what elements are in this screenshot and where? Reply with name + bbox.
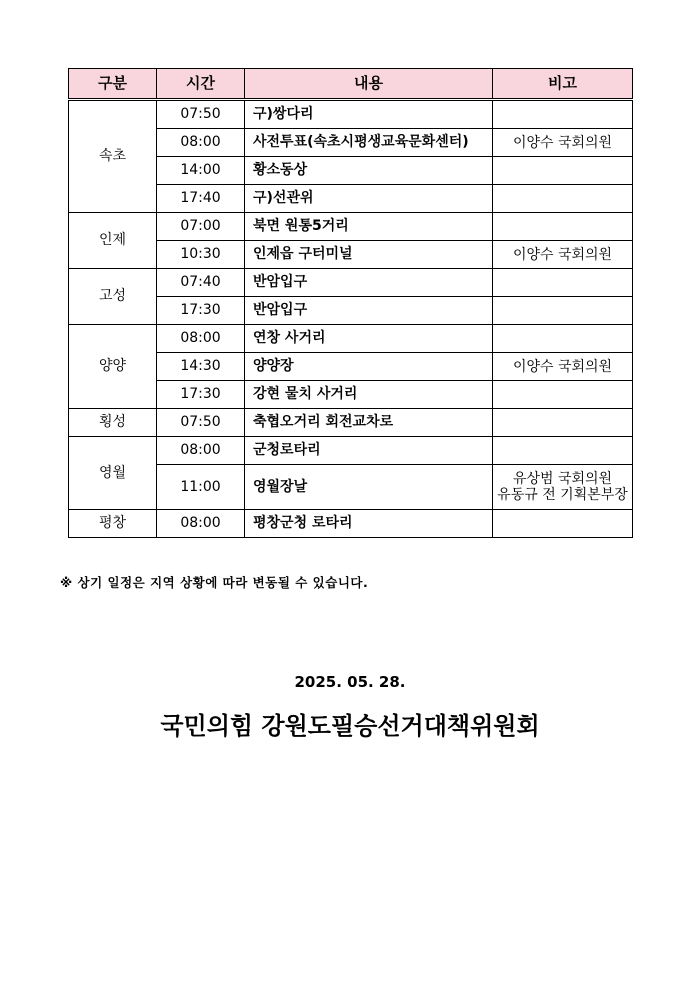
content-cell: 강현 물치 사거리 <box>245 381 493 409</box>
note-cell <box>493 465 633 510</box>
note-line: 이양수 국회의원 <box>512 134 613 151</box>
document-date: 2025. 05. 28. <box>294 673 406 691</box>
note-cell <box>493 157 633 185</box>
time-cell: 17:30 <box>157 381 245 409</box>
time-cell: 07:00 <box>157 213 245 241</box>
table-row <box>69 269 633 297</box>
region-cell: 속초 <box>69 100 157 213</box>
note-cell <box>493 325 633 353</box>
time-cell: 10:30 <box>157 241 245 269</box>
time-cell: 08:00 <box>157 510 245 538</box>
note-cell <box>493 269 633 297</box>
time-cell: 08:00 <box>157 325 245 353</box>
time-cell: 14:30 <box>157 353 245 381</box>
schedule-body <box>69 100 633 538</box>
note-line: 이양수 국회의원 <box>512 358 613 375</box>
note-cell <box>493 353 633 381</box>
content-cell: 군청로타리 <box>245 437 493 465</box>
note-cell <box>493 241 633 269</box>
time-cell: 08:00 <box>157 129 245 157</box>
notice-text: ※ 상기 일정은 지역 상황에 따라 변동될 수 있습니다. <box>60 575 369 590</box>
region-cell: 인제 <box>69 213 157 269</box>
note-line: 유상범 국회의원 <box>512 471 613 487</box>
note-cell <box>493 213 633 241</box>
region-cell: 양양 <box>69 325 157 409</box>
table-row <box>69 325 633 353</box>
content-cell: 구)쌍다리 <box>245 100 493 129</box>
note-line: 유동규 전 기획본부장 <box>497 487 628 503</box>
content-cell: 사전투표(속초시평생교육문화센터) <box>245 129 493 157</box>
content-cell: 구)선관위 <box>245 185 493 213</box>
table-header-row <box>69 69 633 100</box>
content-cell: 인제읍 구터미널 <box>245 241 493 269</box>
note-cell <box>493 100 633 129</box>
note-cell <box>493 409 633 437</box>
header-note: 비고 <box>493 69 633 100</box>
content-cell: 평창군청 로타리 <box>245 510 493 538</box>
organization-name: 국민의힘 강원도필승선거대책위원회 <box>160 712 540 740</box>
header-time: 시간 <box>157 69 245 100</box>
content-cell: 축협오거리 회전교차로 <box>245 409 493 437</box>
note-cell <box>493 381 633 409</box>
note-cell <box>493 437 633 465</box>
header-category: 구분 <box>69 69 157 100</box>
time-cell: 17:40 <box>157 185 245 213</box>
content-cell: 영월장날 <box>245 465 493 510</box>
table-row <box>69 510 633 538</box>
time-cell: 07:50 <box>157 100 245 129</box>
table-row <box>69 213 633 241</box>
schedule-table <box>68 68 633 538</box>
header-content: 내용 <box>245 69 493 100</box>
content-cell: 황소동상 <box>245 157 493 185</box>
time-cell: 11:00 <box>157 465 245 510</box>
content-cell: 반암입구 <box>245 297 493 325</box>
note-line: 이양수 국회의원 <box>512 246 613 263</box>
note-cell <box>493 297 633 325</box>
table-row <box>69 100 633 129</box>
content-cell: 반암입구 <box>245 269 493 297</box>
table-row <box>69 437 633 465</box>
content-cell: 양양장 <box>245 353 493 381</box>
time-cell: 07:50 <box>157 409 245 437</box>
content-cell: 북면 원통5거리 <box>245 213 493 241</box>
note-cell <box>493 129 633 157</box>
region-cell: 횡성 <box>69 409 157 437</box>
table-row <box>69 409 633 437</box>
content-cell: 연창 사거리 <box>245 325 493 353</box>
region-cell: 평창 <box>69 510 157 538</box>
region-cell: 영월 <box>69 437 157 510</box>
time-cell: 14:00 <box>157 157 245 185</box>
region-cell: 고성 <box>69 269 157 325</box>
note-cell <box>493 510 633 538</box>
time-cell: 07:40 <box>157 269 245 297</box>
note-cell <box>493 185 633 213</box>
time-cell: 17:30 <box>157 297 245 325</box>
time-cell: 08:00 <box>157 437 245 465</box>
